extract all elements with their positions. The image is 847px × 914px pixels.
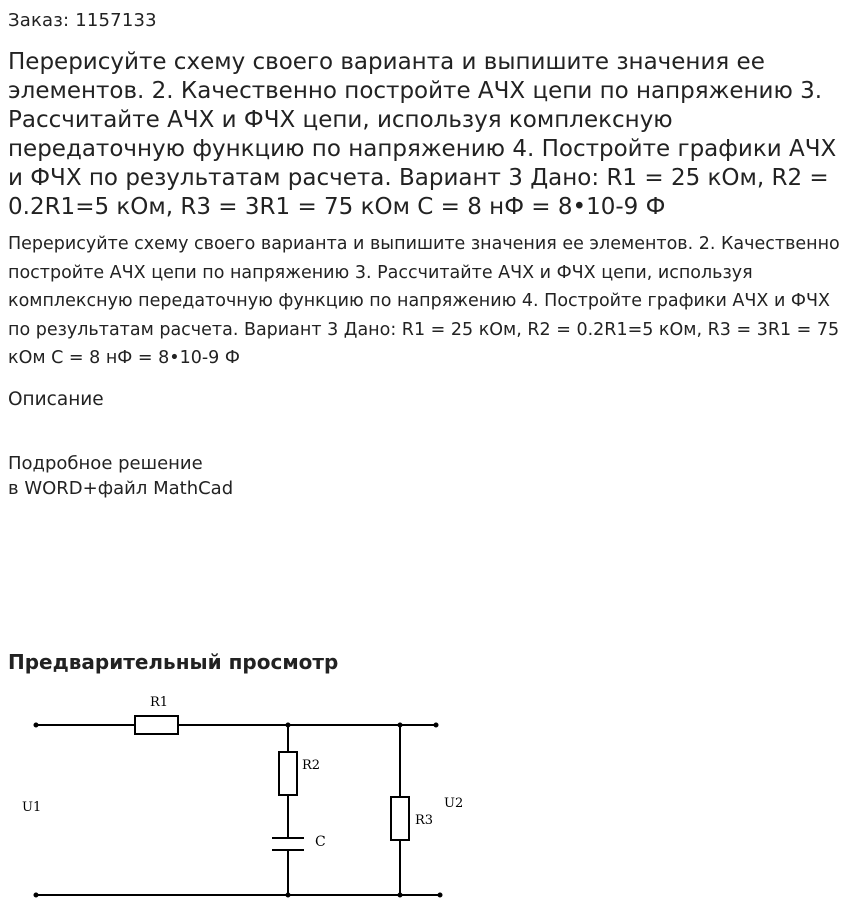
terminal-in-bottom: [34, 893, 39, 898]
solution-line-2: в WORD+файл MathCad: [8, 478, 234, 499]
page-title: Перерисуйте схему своего варианта и выпишите значения ее элементов. 2. Качественно постройте АЧХ цепи по напряжению 3. Рассчитайте АЧХ и ФЧХ цепи, используя комплексную передаточную функцию по напряжению 4. Постройте графики АЧХ и ФЧХ по результатам расчета. Вариант 3 Дано: R1 = 25 кОм, R2 = 0.2R1=5 кОм, R3 = 3R1 = 75 кОм С = 8 нФ = 8•10-9 Ф: [8, 49, 837, 220]
resistor-r3: [391, 797, 409, 840]
resistor-r2: [279, 752, 297, 795]
preview-heading: Предварительный просмотр: [8, 650, 339, 674]
terminal-in-top: [34, 723, 39, 728]
solution-line-1: Подробное решение: [8, 453, 203, 474]
order-number: Заказ: 1157133: [8, 10, 157, 31]
node-bottom-2: [398, 893, 403, 898]
node-top-2: [398, 723, 403, 728]
label-r1: R1: [150, 695, 169, 710]
task-description: Перерисуйте схему своего варианта и выпишите значения ее элементов. 2. Качественно постройте АЧХ цепи по напряжению 3. Рассчитайте АЧХ и ФЧХ цепи, используя комплексную передаточную функцию по напряжению 4. Постройте графики АЧХ и ФЧХ по результатам расчета. Вариант 3 Дано: R1 = 25 кОм, R2 = 0.2R1=5 кОм, R3 = 3R1 = 75 кОм С = 8 нФ = 8•10-9 Ф: [8, 234, 840, 368]
label-r3: R3: [415, 813, 434, 828]
node-top-1: [286, 723, 291, 728]
label-r2: R2: [302, 758, 321, 773]
solution-note: [8, 451, 233, 501]
description-heading: Описание: [8, 389, 104, 410]
node-bottom-1: [286, 893, 291, 898]
circuit-diagram: [0, 680, 470, 910]
label-u2: U2: [444, 796, 464, 811]
label-c: C: [315, 834, 326, 850]
terminal-out-bottom: [438, 893, 443, 898]
label-u1: U1: [22, 800, 42, 815]
resistor-r1: [135, 716, 178, 734]
terminal-out-top: [434, 723, 439, 728]
